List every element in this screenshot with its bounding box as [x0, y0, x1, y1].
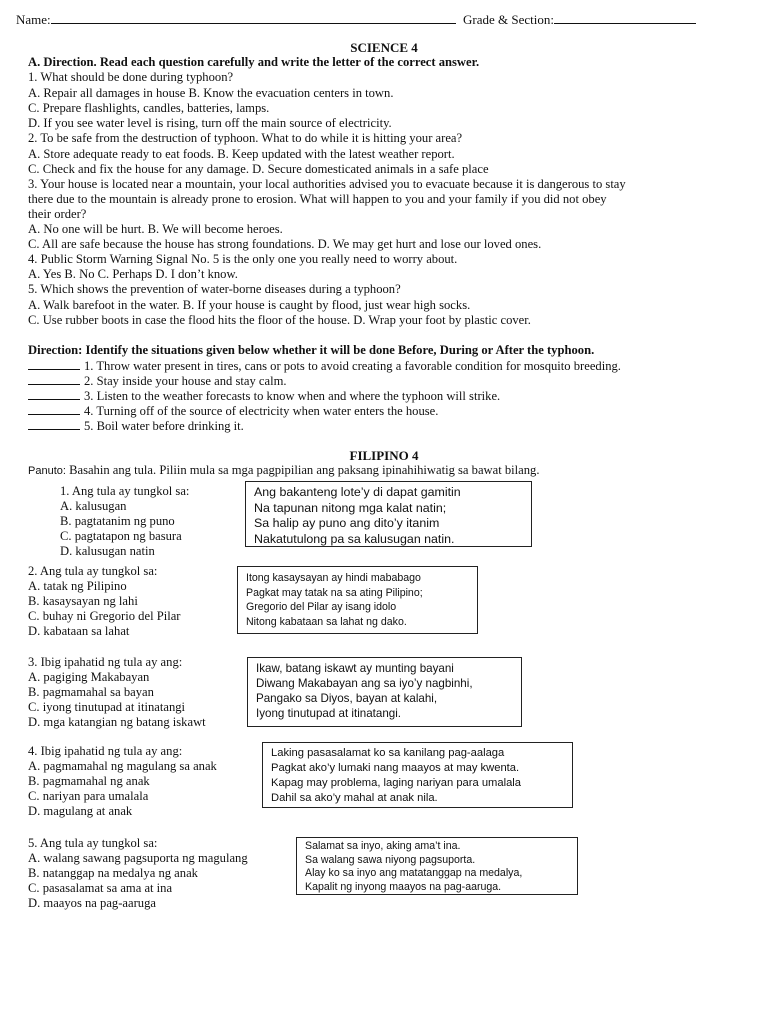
- poem-line: Itong kasaysayan ay hindi mababago: [246, 572, 421, 584]
- poem-box: [247, 657, 522, 727]
- answer-blank[interactable]: [28, 373, 80, 385]
- question-choice: B. kasaysayan ng lahi: [28, 594, 138, 608]
- situation-item: [28, 388, 500, 404]
- question-choice: C. buhay ni Gregorio del Pilar: [28, 609, 181, 623]
- poem-line: Gregorio del Pilar ay isang idolo: [246, 601, 397, 613]
- poem-line: Nitong kabataan sa lahat ng dako.: [246, 615, 407, 628]
- question-choice: B. natanggap na medalya ng anak: [28, 866, 198, 880]
- science-line: C. Check and fix the house for any damage. D. Secure domesticated animals in a safe place: [28, 162, 489, 176]
- science-line: their order?: [28, 207, 87, 221]
- question-choice: B. pagtatanim ng puno: [60, 514, 175, 528]
- answer-blank[interactable]: [28, 358, 80, 370]
- science-line: 2. To be safe from the destruction of typhoon. What to do while it is hitting your area?: [28, 131, 463, 145]
- filipino-title: FILIPINO 4: [349, 448, 419, 463]
- poem-box: [237, 566, 478, 634]
- question-choice: D. kabataan sa lahat: [28, 624, 130, 638]
- science-line: A. Yes B. No C. Perhaps D. I don’t know.: [28, 267, 238, 281]
- science-line: 3. Your house is located near a mountain, your local authorities advised you to evacuate because it is dangerous to stay: [28, 177, 626, 191]
- question-choice: D. magulang at anak: [28, 804, 133, 818]
- poem-line: Kapalit ng inyong maayos na pag-aaruga.: [305, 880, 502, 893]
- science-line: A. No one will be hurt. B. We will become heroes.: [28, 222, 283, 236]
- question-choice: D. mga katangian ng batang iskawt: [28, 715, 206, 729]
- question-choice: D. kalusugan natin: [60, 544, 155, 558]
- question-choice: C. nariyan para umalala: [28, 789, 149, 803]
- question-stem: 5. Ang tula ay tungkol sa:: [28, 836, 158, 850]
- science-line: C. All are safe because the house has strong foundations. D. We may get hurt and lose our loved ones.: [28, 237, 542, 251]
- question-stem: 4. Ibig ipahatid ng tula ay ang:: [28, 744, 183, 758]
- situation-item: [28, 373, 287, 389]
- question-choice: B. pagmamahal ng anak: [28, 774, 150, 788]
- poem-box: [245, 481, 532, 547]
- situation-item: [28, 418, 244, 434]
- answer-blank[interactable]: [28, 403, 80, 415]
- poem-line: Pagkat may tatak na sa ating Pilipino;: [246, 586, 423, 599]
- grade-section-field[interactable]: [463, 12, 696, 28]
- science-line: A. Repair all damages in house B. Know the evacuation centers in town.: [28, 86, 394, 100]
- situation-text: 4. Turning off of the source of electricity when water enters the house.: [84, 404, 439, 418]
- situation-text: 5. Boil water before drinking it.: [84, 419, 244, 433]
- science-title: SCIENCE 4: [350, 40, 418, 55]
- question-choice: B. pagmamahal sa bayan: [28, 685, 154, 699]
- question-stem: 2. Ang tula ay tungkol sa:: [28, 564, 158, 578]
- situation-text: 1. Throw water present in tires, cans or pots to avoid creating a favorable condition for mosquito breeding.: [84, 359, 621, 373]
- poem-line: Dahil sa ako’y mahal at anak nila.: [271, 792, 438, 804]
- question-choice: A. tatak ng Pilipino: [28, 579, 127, 593]
- poem-line: Laking pasasalamat ko sa kanilang pag-aalaga: [271, 747, 505, 759]
- poem-line: Sa walang sawa niyong pagsuporta.: [305, 853, 476, 866]
- poem-line: Ikaw, batang iskawt ay munting bayani: [256, 662, 454, 675]
- poem-line: Iyong tinutupad at itinatangi.: [256, 707, 402, 720]
- poem-line: Pangako sa Diyos, bayan at kalahi,: [256, 692, 438, 705]
- question-choice: A. walang sawang pagsuporta ng magulang: [28, 851, 248, 865]
- question-choice: C. pagtatapon ng basura: [60, 529, 182, 543]
- poem-line: Kapag may problema, laging nariyan para umalala: [271, 777, 522, 789]
- science-line: A. Walk barefoot in the water. B. If your house is caught by flood, just wear high socks.: [28, 298, 471, 312]
- science-line: C. Prepare flashlights, candles, batteries, lamps.: [28, 101, 270, 115]
- poem-line: Nakatutulong pa sa kalusugan natin.: [254, 531, 455, 546]
- poem-box: [262, 742, 573, 808]
- name-label: Name:: [16, 12, 51, 27]
- situation-item: [28, 358, 621, 374]
- science-line: there due to the mountain is already prone to erosion. What will happen to you and your family if you did not obey: [28, 192, 607, 206]
- panuto-label: Panuto:: [28, 465, 66, 477]
- grade-section-label: Grade & Section:: [463, 12, 554, 27]
- poem-line: Pagkat ako’y lumaki nang maayos at may kwenta.: [271, 762, 520, 774]
- science-direction-b: Direction: Identify the situations given below whether it will be done Before, During or After the typhoon.: [28, 343, 595, 357]
- grade-section-blank-line[interactable]: [554, 12, 696, 24]
- panuto-text: Basahin ang tula. Piliin mula sa mga pagpipilian ang paksang ipinahihiwatig sa bawat bilang.: [69, 463, 540, 477]
- question-choice: A. kalusugan: [60, 499, 127, 513]
- situation-text: 3. Listen to the weather forecasts to know when and where the typhoon will strike.: [84, 389, 501, 403]
- situation-item: [28, 403, 438, 419]
- question-stem: 3. Ibig ipahatid ng tula ay ang:: [28, 655, 183, 669]
- science-line: A. Store adequate ready to eat foods. B. Keep updated with the latest weather report.: [28, 147, 455, 161]
- question-choice: A. pagiging Makabayan: [28, 670, 150, 684]
- science-line: 5. Which shows the prevention of water-borne diseases during a typhoon?: [28, 282, 401, 296]
- poem-line: Ang bakanteng lote’y di dapat gamitin: [254, 485, 461, 499]
- poem-line: Na tapunan nitong mga kalat natin;: [254, 500, 447, 515]
- question-choice: C. iyong tinutupad at itinatangi: [28, 700, 186, 714]
- poem-line: Salamat sa inyo, aking ama’t ina.: [305, 840, 461, 852]
- question-choice: D. maayos na pag-aaruga: [28, 896, 156, 910]
- science-line: 1. What should be done during typhoon?: [28, 70, 234, 84]
- science-line: C. Use rubber boots in case the flood hits the floor of the house. D. Wrap your foot by plastic cover.: [28, 313, 531, 327]
- science-direction-a: A. Direction. Read each question carefully and write the letter of the correct answer.: [28, 55, 480, 69]
- answer-blank[interactable]: [28, 418, 80, 430]
- poem-box: [296, 837, 578, 895]
- situation-text: 2. Stay inside your house and stay calm.: [84, 374, 287, 388]
- question-stem: 1. Ang tula ay tungkol sa:: [60, 484, 190, 498]
- question-choice: C. pasasalamat sa ama at ina: [28, 881, 173, 895]
- answer-blank[interactable]: [28, 388, 80, 400]
- name-field[interactable]: [16, 12, 456, 28]
- poem-line: Sa halip ay puno ang dito’y itanim: [254, 516, 440, 530]
- poem-line: Alay ko sa inyo ang matatanggap na medalya,: [305, 867, 523, 879]
- science-line: 4. Public Storm Warning Signal No. 5 is the only one you really need to worry about.: [28, 252, 458, 266]
- question-choice: A. pagmamahal ng magulang sa anak: [28, 759, 217, 773]
- panuto-line: [28, 463, 540, 479]
- science-line: D. If you see water level is rising, turn off the main source of electricity.: [28, 116, 392, 130]
- poem-line: Diwang Makabayan ang sa iyo’y nagbinhi,: [256, 677, 473, 690]
- name-blank-line[interactable]: [51, 12, 456, 24]
